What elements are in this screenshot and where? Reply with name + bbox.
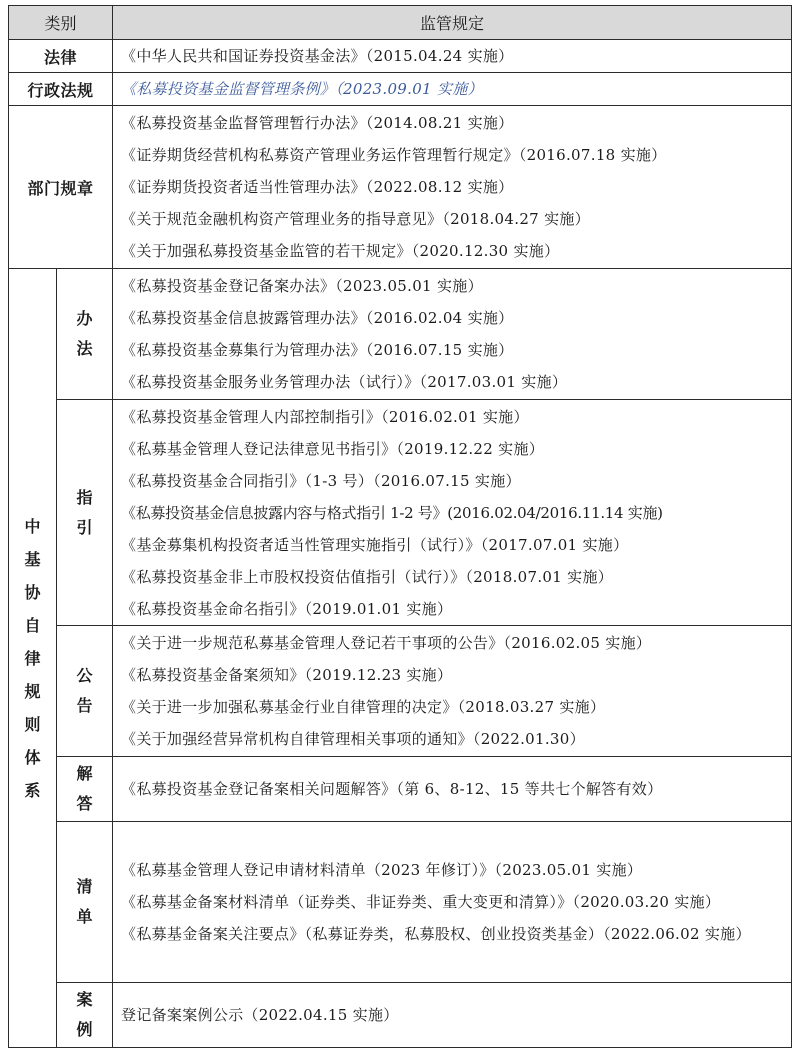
header-category: 类别: [9, 6, 113, 40]
admin-item: 《私募投资基金监督管理条例》（2023.09.01 实施）: [121, 80, 483, 98]
cases-regulations: [113, 983, 792, 1048]
subcategory-cases: 案 例: [57, 983, 113, 1048]
guidelines-item: 《私募基金管理人登记法律意见书指引》（2019.12.22 实施）: [121, 439, 545, 458]
measures-regulations: [113, 269, 792, 400]
amac-measures-row: [9, 269, 792, 400]
amac-lists-row: [9, 822, 792, 983]
law-row: [9, 40, 792, 73]
subcategory-notices: 公 告: [57, 626, 113, 757]
cases-item: 登记备案案例公示（2022.04.15 实施）: [121, 1006, 399, 1024]
dept-row: [9, 106, 792, 269]
subcategory-answers: 解 答: [57, 757, 113, 822]
subcategory-measures: 办 法: [57, 269, 113, 400]
answers-item: 《私募投资基金登记备案相关问题解答》（第 6、8-12、15 等共七个解答有效）: [121, 780, 663, 798]
category-admin: 行政法规: [9, 73, 113, 106]
category-amac: 中 基 协 自 律 规 则 体 系: [9, 269, 57, 1048]
subcategory-lists: 清 单: [57, 822, 113, 983]
guidelines-item: 《私募投资基金管理人内部控制指引》（2016.02.01 实施）: [121, 407, 529, 426]
admin-row: [9, 73, 792, 106]
dept-item: 《证券期货投资者适当性管理办法》（2022.08.12 实施）: [121, 178, 514, 196]
law-item: 《中华人民共和国证券投资基金法》（2015.04.24 实施）: [121, 47, 514, 65]
dept-regulations: [113, 106, 792, 269]
lists-item: 《私募基金管理人登记申请材料清单（2023 年修订）》（2023.05.01 实施）: [121, 861, 643, 879]
dept-item: 《私募投资基金监督管理暂行办法》（2014.08.21 实施）: [121, 114, 514, 132]
lists-item: 《私募基金备案材料清单（证券类、非证券类、重大变更和清算）》（2020.03.20 实施）: [121, 893, 721, 911]
amac-notices-row: [9, 626, 792, 757]
guidelines-item: 《私募投资基金非上市股权投资估值指引（试行）》（2018.07.01 实施）: [121, 567, 614, 586]
notices-item: 《私募投资基金备案须知》（2019.12.23 实施）: [121, 666, 453, 684]
dept-item: 《关于规范金融机构资产管理业务的指导意见》（2018.04.27 实施）: [121, 210, 590, 228]
guidelines-item: 《私募投资基金合同指引》（1-3 号）（2016.07.15 实施）: [121, 471, 521, 490]
table-header-row: [9, 6, 792, 40]
lists-item: 《私募基金备案关注要点》（私募证券类，私募股权、创业投资类基金）（2022.06.02 实施）: [121, 925, 751, 943]
measures-item: 《私募投资基金信息披露管理办法》（2016.02.04 实施）: [121, 309, 514, 327]
notices-item: 《关于进一步加强私募基金行业自律管理的决定》（2018.03.27 实施）: [121, 698, 606, 716]
guidelines-item: 《基金募集机构投资者适当性管理实施指引（试行）》（2017.07.01 实施）: [121, 535, 629, 554]
dept-item: 《证券期货经营机构私募资产管理业务运作管理暂行规定》（2016.07.18 实施）: [121, 146, 667, 164]
guidelines-item: 《私募投资基金信息披露内容与格式指引 1-2 号》(2016.02.04/2016.11.14 实施): [121, 503, 663, 522]
dept-item: 《关于加强私募投资基金监管的若干规定》（2020.12.30 实施）: [121, 242, 560, 260]
category-law: 法律: [9, 40, 113, 73]
measures-item: 《私募投资基金登记备案办法》（2023.05.01 实施）: [121, 277, 483, 295]
law-regulations: [113, 40, 792, 73]
guidelines-regulations: [113, 400, 792, 626]
measures-item: 《私募投资基金服务业务管理办法（试行）》（2017.03.01 实施）: [121, 373, 568, 391]
answers-regulations: [113, 757, 792, 822]
guidelines-item: 《私募投资基金命名指引》（2019.01.01 实施）: [121, 599, 453, 618]
category-dept: 部门规章: [9, 106, 113, 269]
measures-item: 《私募投资基金募集行为管理办法》（2016.07.15 实施）: [121, 341, 514, 359]
notices-item: 《关于进一步规范私募基金管理人登记若干事项的公告》（2016.02.05 实施）: [121, 634, 652, 652]
admin-regulations: [113, 73, 792, 106]
amac-cases-row: [9, 983, 792, 1048]
subcategory-guidelines: 指 引: [57, 400, 113, 626]
lists-regulations: [113, 822, 792, 983]
notices-item: 《关于加强经营异常机构自律管理相关事项的通知》（2022.01.30）: [121, 730, 585, 748]
regulation-table: [8, 5, 792, 1048]
amac-guidelines-row: [9, 400, 792, 626]
amac-answers-row: [9, 757, 792, 822]
notices-regulations: [113, 626, 792, 757]
header-regulation: 监管规定: [113, 6, 792, 40]
